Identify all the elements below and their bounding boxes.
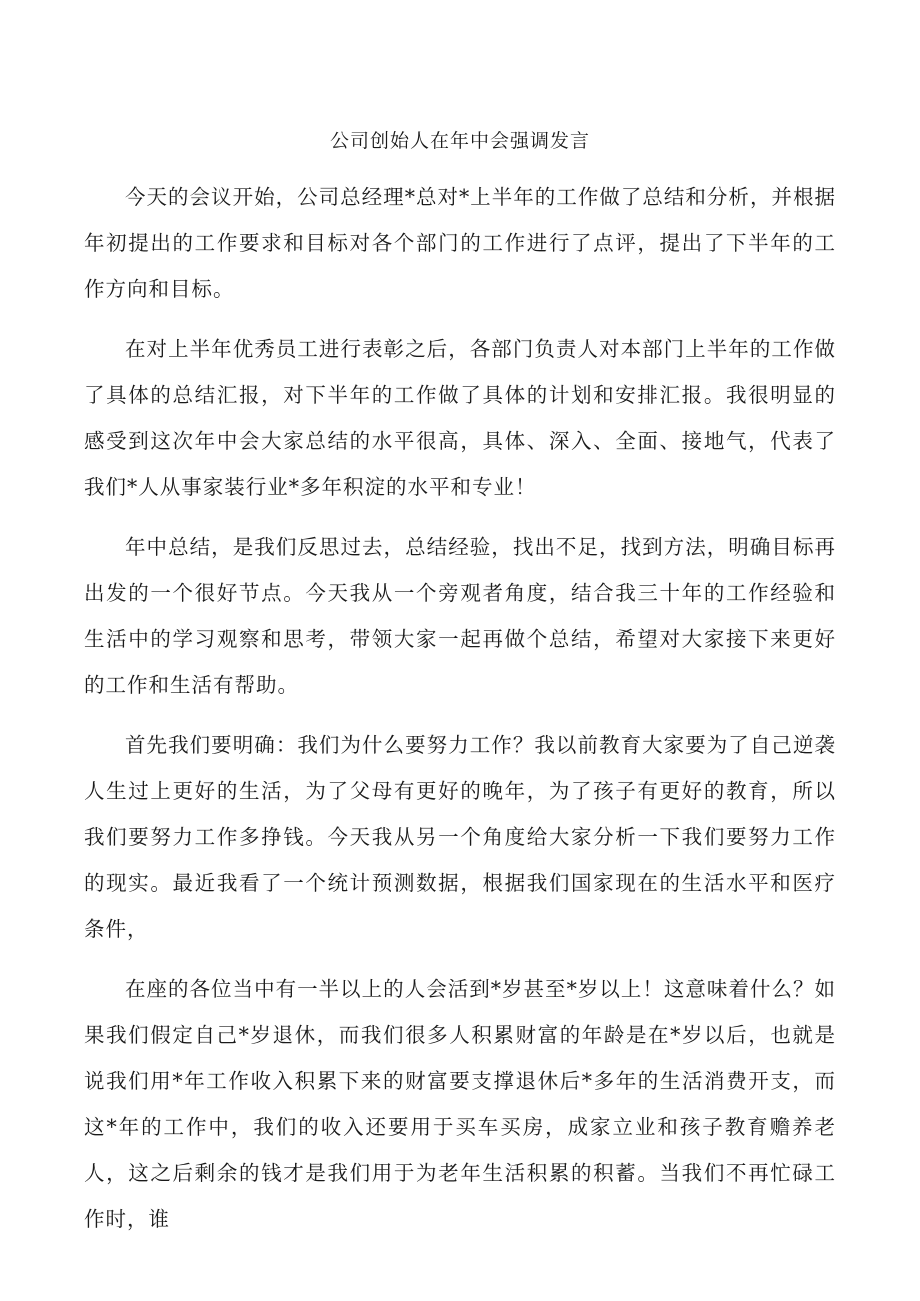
paragraph-5: 在座的各位当中有一半以上的人会活到*岁甚至*岁以上！这意味着什么？如果我们假定自己*岁退休，而我们很多人积累财富的年龄是在*岁以后，也就是说我们用*年工作收入积累下来的财富要支撑退休后*多年的生活消费开支，而这*年的工作中，我们的收入还要用于买车买房，成家立业和孩子教育赡养老人，这之后剩余的钱才是我们用于为老年生活积累的积蓄。当我们不再忙碌工作时，谁 [84,977,836,1231]
paragraph-1: 今天的会议开始，公司总经理*总对*上半年的工作做了总结和分析，并根据年初提出的工作要求和目标对各个部门的工作进行了点评，提出了下半年的工作方向和目标。 [84,185,836,301]
document-title: 公司创始人在年中会强调发言 [329,130,590,152]
paragraph-4: 首先我们要明确：我们为什么要努力工作？我以前教育大家要为了自己逆袭人生过上更好的生活，为了父母有更好的晚年，为了孩子有更好的教育，所以我们要努力工作多挣钱。今天我从另一个角度给大家分析一下我们要努力工作的现实。最近我看了一个统计预测数据，根据我们国家现在的生活水平和医疗条件， [84,733,836,941]
paragraph-2: 在对上半年优秀员工进行表彰之后，各部门负责人对本部门上半年的工作做了具体的总结汇报，对下半年的工作做了具体的计划和安排汇报。我很明显的感受到这次年中会大家总结的水平很高，具体、深入、全面、接地气，代表了我们*人从事家装行业*多年积淀的水平和专业！ [84,337,836,499]
document-body [84,174,836,1256]
paragraph-3: 年中总结，是我们反思过去，总结经验，找出不足，找到方法，明确目标再出发的一个很好节点。今天我从一个旁观者角度，结合我三十年的工作经验和生活中的学习观察和思考，带领大家一起再做个总结，希望对大家接下来更好的工作和生活有帮助。 [84,535,836,697]
